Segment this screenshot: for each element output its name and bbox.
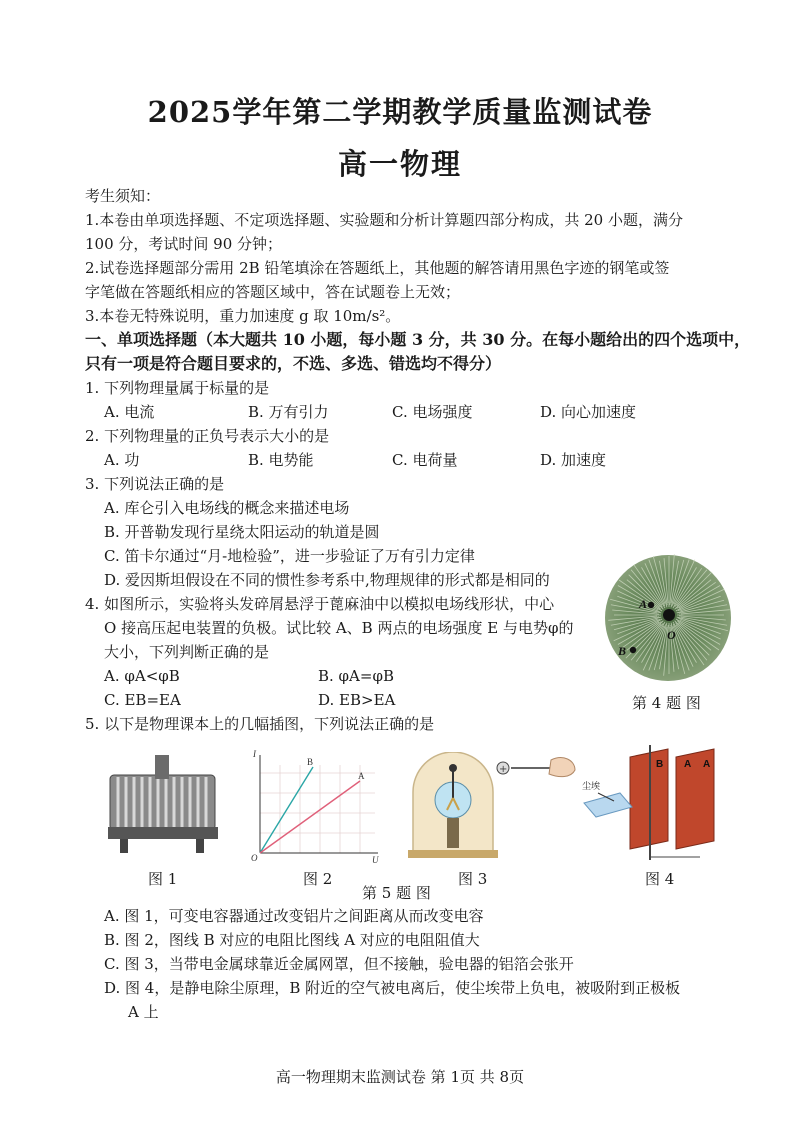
q5-option-b: B. 图 2，图线 B 对应的电阻比图线 A 对应的电阻阻值大 bbox=[104, 931, 480, 949]
q5-fig3-caption: 图 3 bbox=[458, 870, 488, 888]
q1-option-b: B. 万有引力 bbox=[248, 403, 329, 421]
q1-option-c: C. 电场强度 bbox=[392, 403, 473, 421]
q2-option-d: D. 加速度 bbox=[540, 451, 607, 469]
graph-label-a: A bbox=[358, 771, 365, 781]
q4-label-b: B bbox=[618, 644, 627, 658]
q4-stem-1: 4. 如图所示，实验将头发碎屑悬浮于蓖麻油中以模拟电场线形状，中心 bbox=[85, 595, 555, 613]
fig4-plate-b-label: B bbox=[656, 759, 664, 770]
q4-option-c: C. EB=EA bbox=[104, 691, 181, 709]
q5-option-c: C. 图 3，当带电金属球靠近金属网罩，但不接触，验电器的铝箔会张开 bbox=[104, 955, 574, 973]
section-1-heading: 一、单项选择题（本大题共 10 小题，每小题 3 分，共 30 分。在每小题给出的四个选项中， bbox=[85, 330, 751, 349]
q5-option-d: D. 图 4，是静电除尘原理，B 附近的空气被电离后，使尘埃带上负电，被吸附到正极板 bbox=[104, 979, 681, 997]
q4-option-b: B. φA=φB bbox=[318, 667, 394, 685]
q3-option-c: C. 笛卡尔通过“月-地检验”，进一步验证了万有引力定律 bbox=[104, 547, 475, 565]
graph-axis-y-label: I bbox=[253, 749, 256, 759]
graph-origin-label: O bbox=[251, 853, 258, 863]
q4-field-figure bbox=[603, 553, 733, 683]
q5-figure-3-electroscope bbox=[403, 752, 578, 862]
graph-line-a bbox=[260, 781, 360, 853]
q5-fig2-caption: 图 2 bbox=[303, 870, 333, 888]
svg-text:+: + bbox=[499, 764, 508, 775]
page-footer: 高一物理期末监测试卷 第 1页 共 8页 bbox=[275, 1068, 525, 1086]
fig4-plate-a-label-1: A bbox=[684, 759, 692, 770]
q3-option-a: A. 库仑引入电场线的概念来描述电场 bbox=[104, 499, 350, 517]
q4-option-a: A. φA<φB bbox=[104, 667, 180, 685]
q5-group-caption: 第 5 题 图 bbox=[362, 884, 431, 902]
notice-line-4: 字笔做在答题纸相应的答题区域中，答在试题卷上无效； bbox=[85, 283, 461, 301]
q5-fig4-caption: 图 4 bbox=[645, 870, 675, 888]
q2-option-b: B. 电势能 bbox=[248, 451, 314, 469]
exam-subtitle: 高一物理 bbox=[337, 147, 462, 181]
notice-line-3: 2.试卷选择题部分需用 2B 铅笔填涂在答题纸上，其他题的解答请用黑色字迹的钢笔或签 bbox=[85, 259, 670, 277]
notice-line-2: 100 分，考试时间 90 分钟； bbox=[85, 235, 283, 253]
q1-option-a: A. 电流 bbox=[104, 403, 155, 421]
q4-option-d: D. EB>EA bbox=[318, 691, 396, 709]
q5-option-d-cont: A 上 bbox=[128, 1003, 159, 1021]
notice-line-5: 3.本卷无特殊说明，重力加速度 g 取 10m/s²。 bbox=[85, 307, 401, 325]
q4-label-a: A bbox=[639, 597, 648, 611]
q4-stem-2: O 接高压起电装置的负极。试比较 A、B 两点的电场强度 E 与电势φ的 bbox=[104, 619, 574, 637]
q5-figure-4-precipitator bbox=[580, 745, 740, 865]
q5-option-a: A. 图 1，可变电容器通过改变铝片之间距离从而改变电容 bbox=[104, 907, 484, 925]
q1-stem: 1. 下列物理量属于标量的是 bbox=[85, 379, 270, 397]
q5-figure-1-capacitor bbox=[100, 745, 230, 860]
fig4-dust-label: 尘埃 bbox=[582, 781, 601, 791]
notice-line-1: 1.本卷由单项选择题、不定项选择题、实验题和分析计算题四部分构成，共 20 小题，满分 bbox=[85, 211, 683, 229]
q3-stem: 3. 下列说法正确的是 bbox=[85, 475, 225, 493]
q2-option-a: A. 功 bbox=[104, 451, 140, 469]
q5-figure-2-graph bbox=[245, 745, 385, 865]
q3-option-d: D. 爱因斯坦假设在不同的惯性参考系中,物理规律的形式都是相同的 bbox=[104, 571, 550, 589]
q1-option-d: D. 向心加速度 bbox=[540, 403, 637, 421]
q5-fig1-caption: 图 1 bbox=[148, 870, 178, 888]
q4-figure-caption: 第 4 题 图 bbox=[632, 694, 701, 712]
q2-stem: 2. 下列物理量的正负号表示大小的是 bbox=[85, 427, 330, 445]
notice-heading: 考生须知： bbox=[85, 187, 161, 205]
q4-stem-3: 大小，下列判断正确的是 bbox=[104, 643, 270, 661]
q2-option-c: C. 电荷量 bbox=[392, 451, 458, 469]
exam-title: 2025学年第二学期教学质量监测试卷 bbox=[147, 95, 653, 129]
graph-label-b: B bbox=[307, 757, 314, 767]
graph-line-b bbox=[260, 767, 313, 853]
fig4-plate-a-label-2: A bbox=[703, 759, 711, 770]
section-1-heading-cont: 只有一项是符合题目要求的，不选、多选、错选均不得分） bbox=[85, 354, 502, 373]
graph-axis-x-label: U bbox=[372, 855, 379, 865]
q3-option-b: B. 开普勒发现行星绕太阳运动的轨道是圆 bbox=[104, 523, 380, 541]
q4-label-o: O bbox=[667, 628, 676, 642]
q5-stem: 5. 以下是物理课本上的几幅插图，下列说法正确的是 bbox=[85, 715, 435, 733]
